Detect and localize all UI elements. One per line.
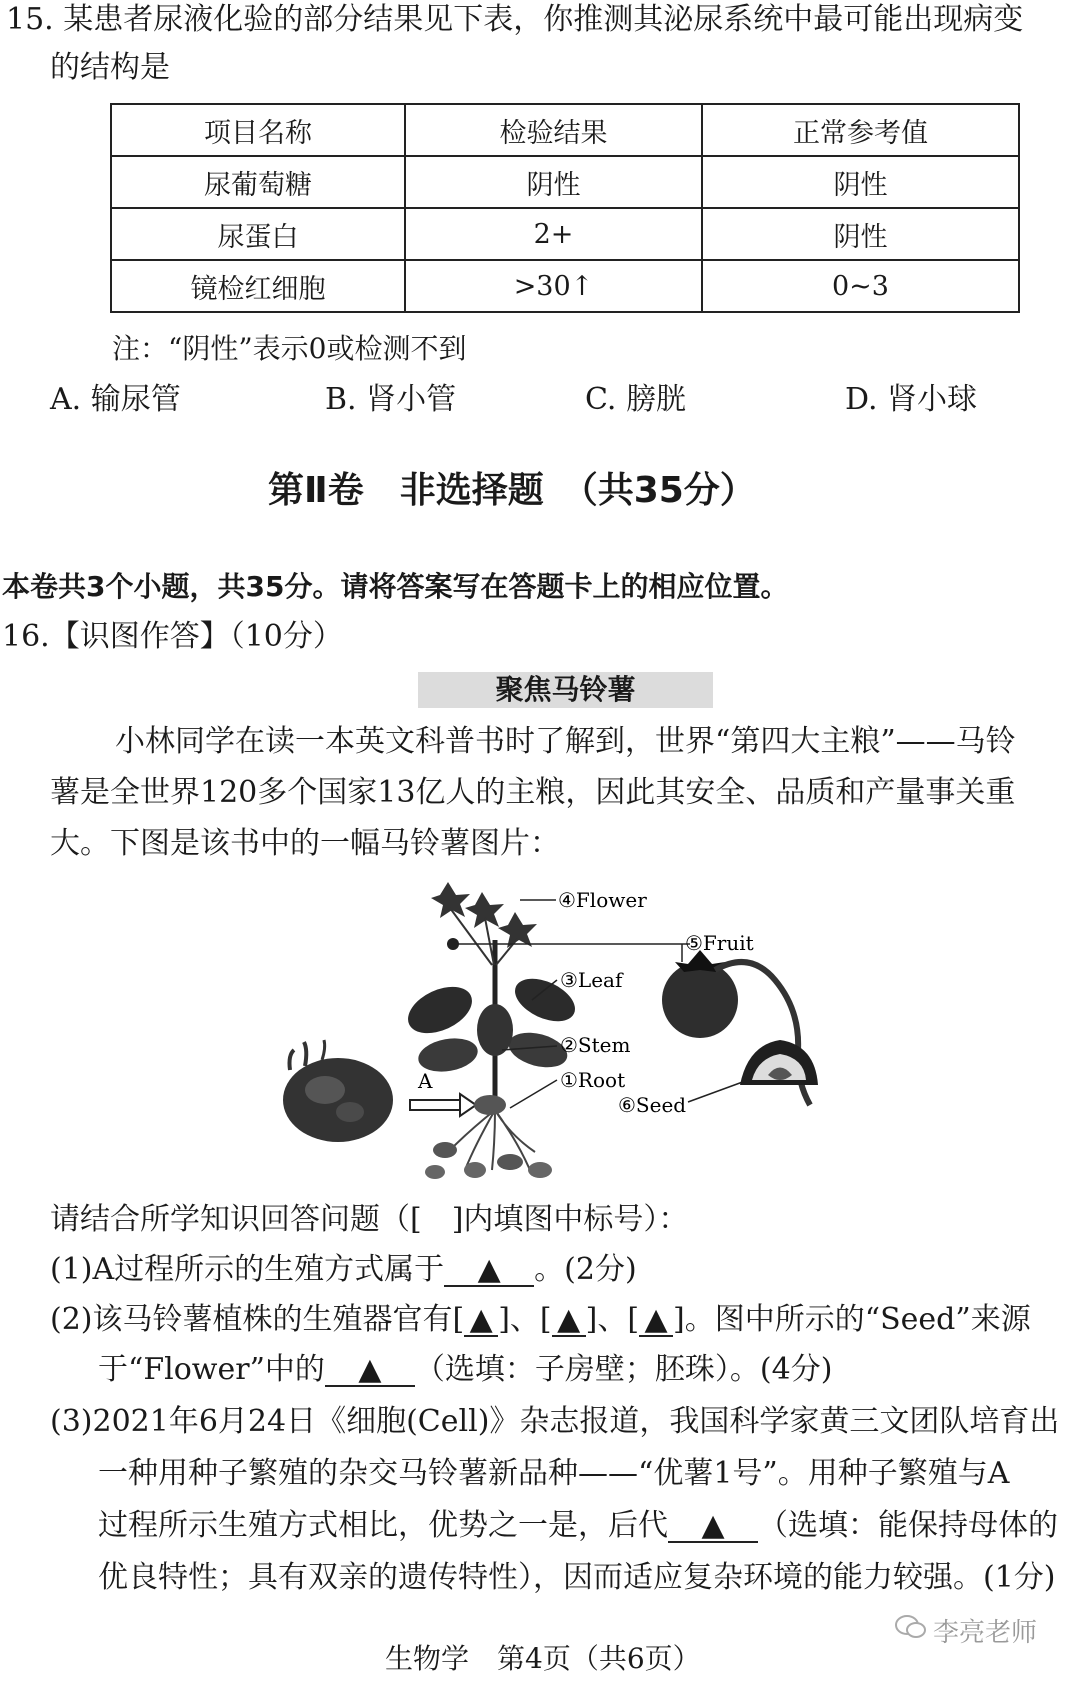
q15-stem-line2: 的结构是	[50, 50, 170, 85]
table-header: 正常参考值	[702, 104, 1019, 156]
potato-illustration	[270, 880, 890, 1185]
answer-blank-2a[interactable]: ▲	[464, 1305, 498, 1337]
para-line1: 小林同学在读一本英文科普书时了解到，世界“第四大主粮”——马铃	[115, 724, 1016, 759]
table-cell: 阴性	[405, 156, 702, 208]
wechat-icon	[895, 1614, 927, 1647]
label-fruit: ⑤Fruit	[685, 931, 754, 955]
table-cell: 镜检红细胞	[111, 260, 405, 312]
answer-blank-2c[interactable]: ▲	[639, 1305, 673, 1337]
potato-figure	[270, 880, 890, 1185]
s2-text-c: 于“Flower”中的	[98, 1352, 325, 1387]
table-cell: 阴性	[702, 156, 1019, 208]
answer-blank-2b[interactable]: ▲	[552, 1305, 586, 1337]
table-header: 项目名称	[111, 104, 405, 156]
s3-text-b: （选填：能保持母体的	[758, 1508, 1058, 1543]
option-c[interactable]: C. 膀胱	[585, 382, 686, 417]
label-flower: ④Flower	[558, 888, 647, 912]
table-cell: 尿葡萄糖	[111, 156, 405, 208]
label-leaf: ③Leaf	[560, 968, 623, 992]
s2-sep: ]、[	[585, 1302, 640, 1337]
section-title: 第Ⅱ卷 非选择题 （共35分）	[268, 470, 756, 511]
answer-prompt: 请结合所学知识回答问题（[ ]内填图中标号）：	[50, 1202, 689, 1237]
s3-text: 过程所示生殖方式相比，优势之一是，后代	[98, 1508, 668, 1543]
s2-sep: ]、[	[498, 1302, 552, 1337]
option-d[interactable]: D. 肾小球	[845, 382, 978, 417]
q15-stem-line1: 15. 某患者尿液化验的部分结果见下表，你推测其泌尿系统中最可能出现病变	[6, 2, 1024, 37]
table-cell: 2+	[405, 208, 702, 260]
option-b[interactable]: B. 肾小管	[325, 382, 457, 417]
para-line2: 薯是全世界120多个国家13亿人的主粮，因此其安全、品质和产量事关重	[50, 775, 1016, 810]
para-line3: 大。下图是该书中的一幅马铃薯图片：	[50, 826, 560, 861]
tuber-image	[283, 1040, 393, 1142]
sub-question-2	[50, 1300, 1031, 1340]
label-stem: ②Stem	[560, 1033, 631, 1057]
s1-points: 。(2分)	[534, 1252, 637, 1287]
sub-question-2-cont	[98, 1350, 832, 1390]
sub-question-3-line2: 一种用种子繁殖的杂交马铃薯新品种——“优薯1号”。用种子繁殖与A	[98, 1456, 1010, 1491]
page-footer: 生物学 第4页（共6页）	[385, 1642, 701, 1675]
answer-blank-3[interactable]: ▲	[668, 1511, 758, 1543]
table-header: 检验结果	[405, 104, 702, 156]
sub-question-3-line4: 优良特性；具有双亲的遗传特性），因而适应复杂环境的能力较强。(1分)	[98, 1560, 1056, 1595]
section-intro: 本卷共3个小题，共35分。请将答案写在答题卡上的相应位置。	[2, 570, 789, 603]
table-cell: 尿蛋白	[111, 208, 405, 260]
table-cell: 阴性	[702, 208, 1019, 260]
urine-test-table	[110, 103, 1020, 313]
watermark-text: 李亮老师	[933, 1618, 1038, 1648]
sub-question-3-line3	[98, 1506, 1058, 1546]
table-row	[111, 208, 1019, 260]
label-seed: ⑥Seed	[618, 1093, 687, 1117]
sub-question-3-line1: (3)2021年6月24日《细胞(Cell)》杂志报道，我国科学家黄三文团队培育出	[50, 1404, 1060, 1439]
box-title: 聚焦马铃薯	[418, 672, 713, 708]
table-row	[111, 260, 1019, 312]
s2-text-end: ]。图中所示的“Seed”来源	[673, 1302, 1031, 1337]
q15-note: 注：“阴性”表示0或检测不到	[112, 332, 467, 365]
answer-blank-2d[interactable]: ▲	[325, 1355, 415, 1387]
s2-text: (2)该马铃薯植株的生殖器官有[	[50, 1302, 465, 1337]
table-cell: 0~3	[702, 260, 1019, 312]
table-row	[111, 156, 1019, 208]
arrow-a-label: A	[418, 1069, 433, 1093]
label-root: ①Root	[560, 1068, 626, 1092]
process-a-arrow	[410, 1094, 476, 1116]
option-a[interactable]: A. 输尿管	[50, 382, 181, 417]
table-header-row	[111, 104, 1019, 156]
s1-text: (1)A过程所示的生殖方式属于	[50, 1252, 445, 1287]
answer-blank-1[interactable]: ▲	[444, 1255, 534, 1287]
watermark	[895, 1612, 1037, 1649]
fruit-image	[662, 950, 818, 1105]
table-cell: >30↑	[405, 260, 702, 312]
s2-text-d: （选填：子房壁；胚珠）。(4分)	[414, 1352, 833, 1387]
q16-heading: 16.【识图作答】（10分）	[2, 619, 343, 654]
sub-question-1	[50, 1250, 637, 1290]
potato-plant-image	[401, 882, 582, 1179]
